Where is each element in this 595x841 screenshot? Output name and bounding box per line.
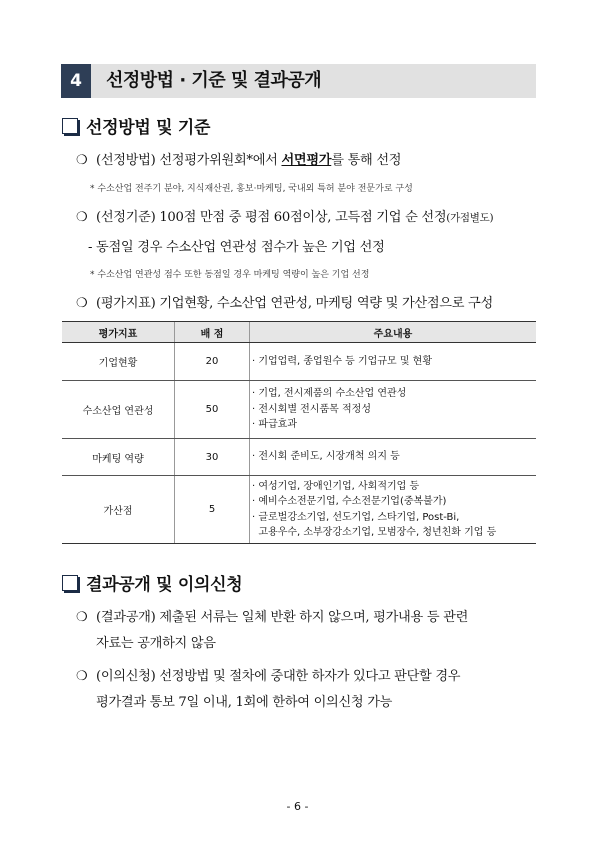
bullet-text: 를 통해 선정 — [331, 153, 402, 168]
bullet-appeal-cont: 평가결과 통보 7일 이내, 1회에 한하여 이의신청 가능 — [96, 695, 393, 710]
table-cell-score: 20 — [175, 343, 250, 381]
bullet-text: (평가지표) 기업현황, 수소산업 연관성, 마케팅 역량 및 가산점으로 구성 — [96, 296, 493, 311]
emphasis-text: 서면평가 — [281, 153, 332, 168]
table-cell-indicator: 마케팅 역량 — [62, 439, 175, 476]
table-item: · 기업업력, 종업원수 등 기업규모 및 현황 — [252, 355, 432, 367]
table-item: · 여성기업, 장애인기업, 사회적기업 등 — [252, 480, 420, 492]
bullet-text: (이의신청) 선정방법 및 절차에 중대한 하자가 있다고 판단할 경우 — [96, 669, 461, 684]
bullet-result-disclosure-cont: 자료는 공개하지 않음 — [96, 636, 216, 651]
note-committee: * 수소산업 전주기 분야, 지식재산권, 홍보·마케팅, 국내외 특허 분야 전문가로 구성 — [90, 184, 413, 194]
table-cell-indicator: 기업현황 — [62, 343, 175, 381]
section-title: 선정방법 · 기준 및 결과공개 — [106, 70, 322, 91]
bullet-small-text: (가점별도) — [446, 212, 494, 224]
table-item: · 전시회별 전시품목 적정성 — [252, 403, 371, 415]
checkbox-icon — [62, 575, 78, 591]
circle-bullet-icon: ❍ — [76, 296, 88, 311]
circle-bullet-icon: ❍ — [76, 153, 88, 168]
table-header-row — [62, 322, 536, 343]
subheading-result-appeal — [62, 570, 242, 595]
note-tie-rule: * 수소산업 연관성 점수 또한 동점일 경우 마케팅 역량이 높은 기업 선정 — [90, 270, 370, 280]
page-number: - 6 - — [286, 800, 309, 813]
circle-bullet-icon: ❍ — [76, 610, 88, 625]
table-item: · 기업, 전시제품의 수소산업 연관성 — [252, 388, 407, 400]
bullet-evaluation-index — [76, 292, 493, 311]
subheading-selection-criteria — [62, 113, 210, 138]
section-number: 4 — [61, 64, 91, 98]
table-cell-items — [250, 343, 537, 381]
bullet-selection-method — [76, 149, 401, 168]
bullet-text: (선정기준) 100점 만점 중 평점 60점이상, 고득점 기업 순 선정 — [96, 210, 447, 225]
table-item: · 글로벌강소기업, 선도기업, 스타기업, Post-Bi, — [252, 511, 460, 523]
table-cell-score: 50 — [175, 381, 250, 439]
table-cell-items — [250, 476, 537, 544]
table-cell-items — [250, 439, 537, 476]
table-row — [62, 381, 536, 439]
table-item: 고용우수, 소부장강소기업, 모범장수, 청년친화 기업 등 — [252, 527, 497, 538]
table-item: · 예비수소전문기업, 수소전문기업(중복불가) — [252, 496, 447, 507]
evaluation-table — [62, 321, 536, 544]
subheading-label: 선정방법 및 기준 — [86, 118, 211, 138]
table-cell-items — [250, 381, 537, 439]
table-cell-score: 30 — [175, 439, 250, 476]
bullet-text: (결과공개) 제출된 서류는 일체 반환 하지 않으며, 평가내용 등 관련 — [96, 610, 469, 625]
table-row — [62, 476, 536, 544]
table-row — [62, 343, 536, 381]
checkbox-icon — [62, 118, 78, 134]
table-cell-indicator: 가산점 — [62, 476, 175, 544]
dash-tie-rule: - 동점일 경우 수소산업 연관성 점수가 높은 기업 선정 — [88, 240, 385, 255]
table-cell-indicator: 수소산업 연관성 — [62, 381, 175, 439]
table-item: · 전시회 준비도, 시장개척 의지 등 — [252, 451, 400, 463]
table-cell-score: 5 — [175, 476, 250, 544]
table-item: · 파급효과 — [252, 419, 297, 431]
subheading-label: 결과공개 및 이의신청 — [86, 575, 243, 595]
bullet-result-disclosure — [76, 606, 468, 625]
bullet-appeal — [76, 665, 460, 684]
table-header-score: 배 점 — [175, 322, 250, 343]
table-header-indicator: 평가지표 — [62, 322, 175, 343]
circle-bullet-icon: ❍ — [76, 210, 88, 225]
circle-bullet-icon: ❍ — [76, 669, 88, 684]
bullet-text: (선정방법) 선정평가위원회*에서 — [96, 153, 282, 168]
table-row — [62, 439, 536, 476]
table-header-content: 주요내용 — [250, 322, 537, 343]
bullet-selection-criteria — [76, 206, 493, 225]
